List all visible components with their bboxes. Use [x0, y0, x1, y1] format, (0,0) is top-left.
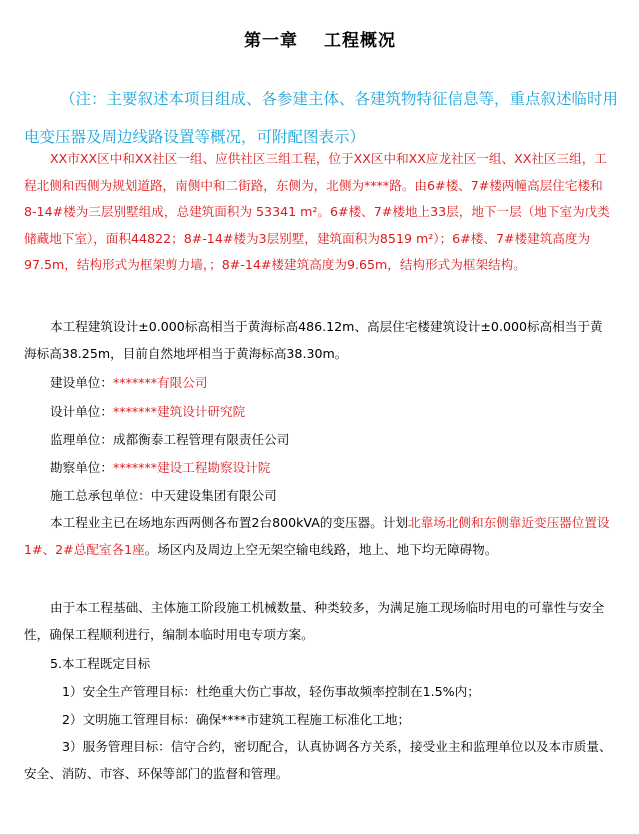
elevation-paragraph: 本工程建筑设计±0.000标高相当于黄海标高486.12m、高层住宅楼建筑设计±0.000标高相当于黄海标高38.25m，目前自然地坪相当于黄海标高38.30m。 — [24, 319, 603, 361]
design-unit-value: *******建筑设计研究院 — [112, 404, 246, 419]
goal-civilized-construction: 2）文明施工管理目标：确保****市建筑工程施工标准化工地； — [62, 712, 411, 727]
goals-heading: 5.本工程既定目标 — [50, 656, 151, 671]
chapter-name: 工程概况 — [324, 31, 396, 51]
chapter-number: 第一章 — [244, 31, 298, 51]
chapter-title — [0, 26, 640, 51]
goal-service-text: 3）服务管理目标：信守合约，密切配合，认真协调各方关系，接受业主和监理单位以及本市质量、安全、消防、市容、环保等部门的监督和管理。 — [24, 739, 612, 781]
purpose-paragraph: 由于本工程基础、主体施工阶段施工机械数量、种类较多，为满足施工现场临时用电的可靠性与安全性，确保工程顺利进行，编制本临时用电专项方案。 — [24, 600, 605, 642]
survey-unit-label: 勘察单位： — [50, 460, 113, 475]
goal-safety: 1）安全生产管理目标：杜绝重大伤亡事故，轻伤事故频率控制在1.5%内； — [62, 684, 480, 699]
transformer-highlight: 北靠场北侧和东侧靠近变压器位置设1#、2#总配室各1座 — [24, 515, 610, 557]
general-contractor-line — [50, 486, 277, 506]
construction-unit-label: 建设单位： — [50, 375, 113, 390]
transformer-paragraph — [24, 510, 614, 563]
survey-unit-value: *******建设工程勘察设计院 — [112, 460, 271, 475]
construction-unit-value: *******有限公司 — [112, 375, 208, 390]
supervision-unit-line — [50, 430, 289, 450]
transformer-text-end: 。场区内及周边上空无架空输电线路，地上、地下均无障碍物。 — [144, 541, 498, 557]
design-unit-line — [50, 402, 245, 422]
supervision-unit-value: 成都衡泰工程管理有限责任公司 — [112, 432, 290, 447]
supervision-unit-label: 监理单位： — [50, 432, 113, 447]
project-overview-paragraph: XX市XX区中和XX社区一组、应供社区三组工程，位于XX区中和XX应龙社区一组、XX社区三组，工程北侧和西侧为规划道路，南侧中和二街路，东侧为，北侧为****路。由6#楼、7#楼两幢高层住宅楼和8-14#楼为三层别墅组成，总建筑面积为 53341 m²。6#楼、7#楼地上33层，地下一层（地下室为戊类储藏地下室），面积44822；8#-14#楼为3层别墅，建筑面积为8519 m²）；6#楼、7#楼建筑高度为97.5m，结构形式为框架剪力墙，；8#-14#楼建筑高度为9.65m，结构形式为框架结构。 — [24, 151, 610, 273]
instruction-note: （注：主要叙述本项目组成、各参建主体、各建筑物特征信息等，重点叙述临时用电变压器及周边线路设置等概况，可附配图表示） — [24, 90, 619, 146]
survey-unit-line — [50, 458, 270, 478]
design-unit-label: 设计单位： — [50, 404, 113, 419]
construction-unit-line — [50, 373, 207, 393]
general-contractor-label: 施工总承包单位： — [50, 488, 151, 503]
transformer-text-start: 本工程业主已在场地东西两侧各布置2台800kVA的变压器。计划 — [50, 515, 409, 530]
general-contractor-value: 中天建设集团有限公司 — [150, 488, 277, 503]
goal-service — [24, 734, 614, 787]
